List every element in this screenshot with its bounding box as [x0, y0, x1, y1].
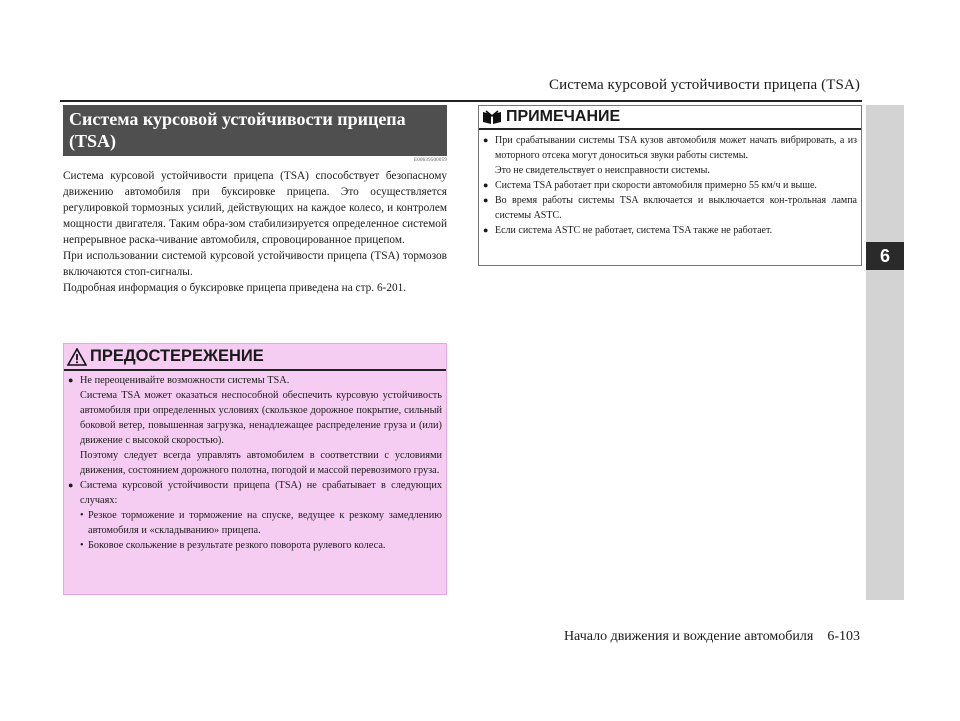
- note-header: [479, 106, 861, 130]
- header-rule: [60, 100, 862, 102]
- bullet-icon: ●: [483, 180, 489, 190]
- list-item: [68, 478, 442, 553]
- note-line: Если система ASTC не работает, система TSA также не работает.: [495, 225, 773, 236]
- note-box: [478, 105, 862, 266]
- list-item-text: [80, 373, 442, 478]
- section-title: Система курсовой устойчивости прицепа (TSA): [63, 105, 447, 156]
- bullet-icon: ●: [68, 480, 74, 490]
- page-footer: [480, 629, 860, 645]
- note-line: Во время работы системы TSA включается и выключается кон-трольная лампа системы ASTC.: [495, 195, 857, 221]
- chapter-number: 6: [866, 242, 904, 270]
- warning-line: Система курсовой устойчивости прицепа (TSA) не срабатывает в следующих случаях:: [80, 480, 442, 506]
- bullet-icon: ●: [483, 195, 489, 205]
- sub-item-text: Резкое торможение и торможение на спуске, ведущее к резкому замедлению автомобиля и «складыванию» прицепа.: [88, 510, 442, 536]
- note-line: Система TSA работает при скорости автомобиля примерно 55 км/ч и выше.: [495, 180, 817, 191]
- note-book-icon: [482, 110, 502, 125]
- warning-line: Поэтому следует всегда управлять автомобилем в соответствии с условиями движения, состоянием дорожного полотна, погодой и массой перевозимого груза.: [80, 450, 442, 476]
- list-item: [483, 193, 857, 223]
- left-column: [63, 105, 447, 296]
- warning-box: [63, 343, 447, 595]
- list-item: [483, 133, 857, 178]
- sub-bullet-icon: •: [80, 510, 84, 521]
- list-item-text: [495, 133, 857, 178]
- sub-item-text: Боковое скольжение в результате резкого поворота рулевого колеса.: [88, 540, 386, 551]
- list-item-text: [495, 193, 857, 223]
- page-header-title: Система курсовой устойчивости прицепа (TSA): [549, 77, 860, 93]
- warning-heading: ПРЕДОСТЕРЕЖЕНИЕ: [90, 347, 264, 365]
- body-paragraph: Система курсовой устойчивости прицепа (TSA) способствует безопасному движению автомобиля при буксировке прицепа. Это осуществляется регулировкой тормозных усилий, действующих на каждое колесо, и контролем мощности двигателя. Таким обра-зом стабилизируется определенное системой непрерывное раска-чивание автомобиля, спровоцированное прицепом.: [63, 170, 447, 246]
- note-heading: ПРИМЕЧАНИЕ: [506, 108, 621, 125]
- bullet-icon: ●: [68, 375, 74, 385]
- sub-list-item: [80, 508, 442, 538]
- list-item: [483, 178, 857, 193]
- bullet-icon: ●: [483, 135, 489, 145]
- note-line: Это не свидетельствует о неисправности системы.: [495, 165, 710, 176]
- sub-list-item: [80, 538, 442, 553]
- side-tab: [866, 105, 904, 600]
- warning-line: Система TSA может оказаться неспособной обеспечить курсовую устойчивость автомобиля при определенных условиях (скользкое дорожное покрытие, сильный боковой ветер, повышенная загрузка, ненадлежащее распределение груза и (или) движение с высокой скоростью).: [80, 390, 442, 446]
- warning-line: Не переоценивайте возможности системы TSA.: [80, 375, 290, 386]
- warning-triangle-icon: [67, 348, 87, 366]
- body-paragraph: Подробная информация о буксировке прицепа приведена на стр. 6-201.: [63, 282, 407, 294]
- section-code: E00639500059: [414, 158, 447, 163]
- list-item: [68, 373, 442, 478]
- note-line: При срабатывании системы TSA кузов автомобиля может начать вибрировать, а из моторного отсека могут доноситься звуки работы системы.: [495, 135, 857, 161]
- bullet-icon: ●: [483, 225, 489, 235]
- warning-body: [64, 371, 446, 553]
- section-body: [63, 168, 447, 296]
- page-number: 6-103: [827, 629, 860, 644]
- list-item-text: [80, 478, 442, 553]
- warning-header: [64, 344, 446, 371]
- list-item: [483, 223, 857, 238]
- body-paragraph: При использовании системой курсовой устойчивости прицепа (TSA) тормозов включаются стоп-сигналы.: [63, 250, 447, 278]
- list-item-text: [495, 178, 857, 193]
- sub-bullet-icon: •: [80, 540, 84, 551]
- footer-chapter-title: Начало движения и вождение автомобиля: [563, 629, 814, 644]
- note-body: [479, 130, 861, 238]
- list-item-text: [495, 223, 857, 238]
